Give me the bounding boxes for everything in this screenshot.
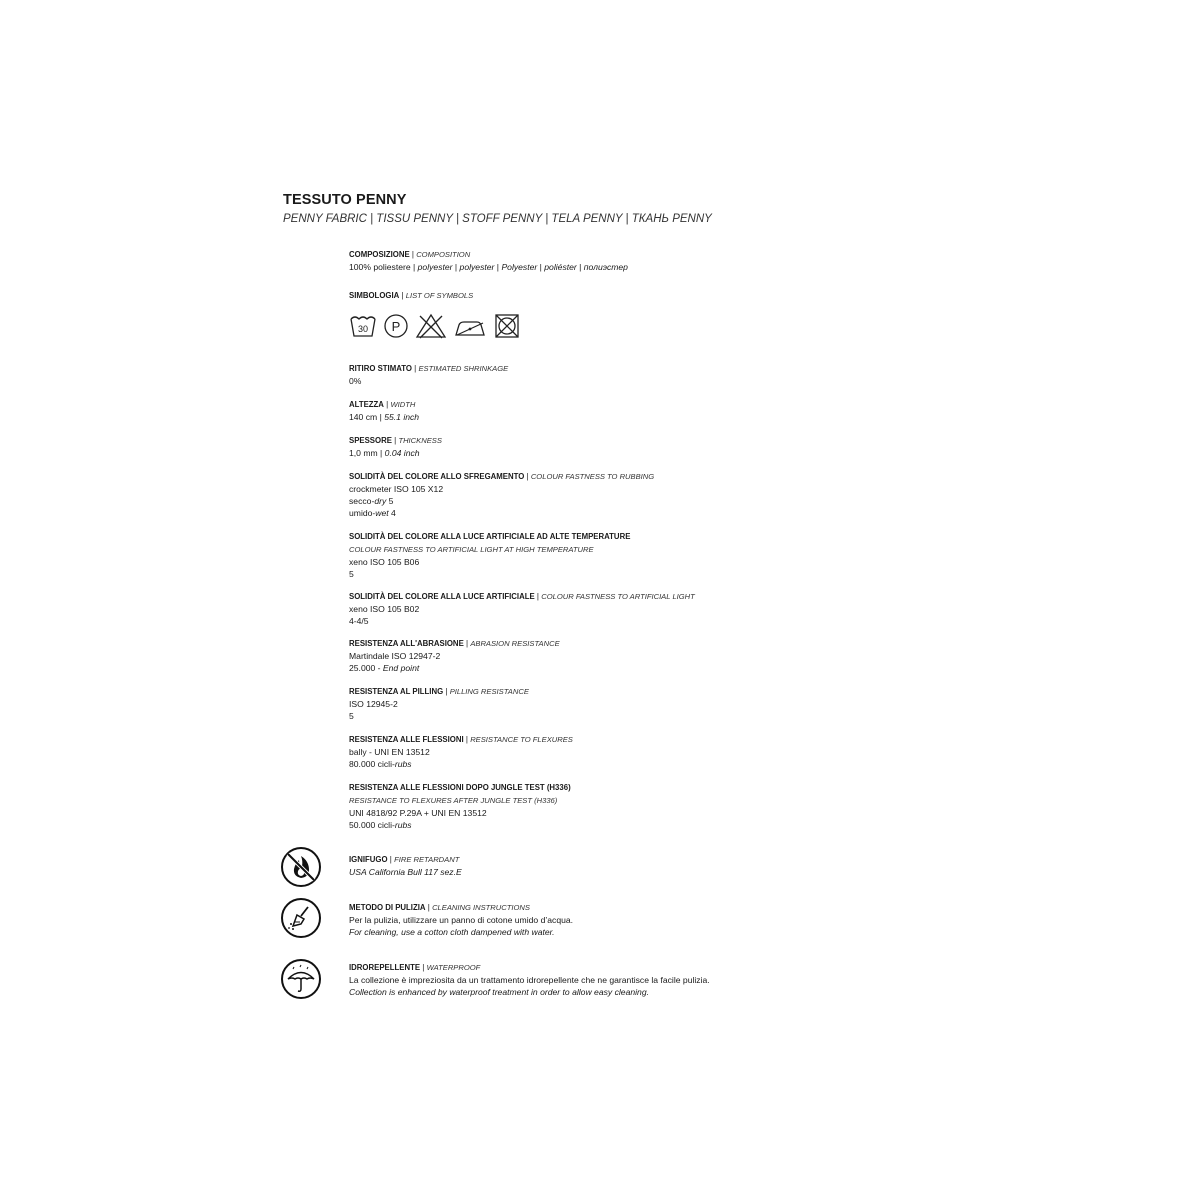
waterproof-text-en: Collection is enhanced by waterproof treatment in order to allow easy cleaning.: [349, 987, 649, 997]
abrasion-value: 25.000 -: [349, 663, 383, 673]
rubbing-method: crockmeter ISO 105 X12: [349, 484, 444, 494]
rubbing-heading-en: COLOUR FASTNESS TO RUBBING: [530, 472, 655, 481]
jungle-heading: RESISTENZA ALLE FLESSIONI DOPO JUNGLE TEST (H336): [349, 783, 571, 792]
composition-value-tr: полиэстер: [583, 262, 628, 272]
composition-heading-en: COMPOSITION: [416, 250, 471, 259]
jungle-method: UNI 4818/92 P.29A + UNI EN 13512: [349, 808, 487, 818]
thickness-section: SPESSORE | THICKNESS 1,0 mm | 0.04 inch: [349, 436, 442, 458]
rubbing-dry-label-en: dry: [374, 496, 387, 506]
flexures-section: RESISTENZA ALLE FLESSIONI | RESISTANCE TO FLEXURES bally - UNI EN 13512 80.000 cicli-rubs: [349, 735, 573, 769]
cleaning-text-en: For cleaning, use a cotton cloth dampened with water.: [349, 927, 555, 937]
symbols-heading-en: LIST OF SYMBOLS: [405, 291, 474, 300]
wash-temperature: 30: [357, 324, 369, 334]
rubbing-wet-value: 4: [388, 508, 396, 518]
symbols-heading: SIMBOLOGIA: [349, 291, 400, 300]
composition-heading: COMPOSIZIONE: [349, 250, 410, 259]
rubbing-dry-label: secco-: [349, 496, 375, 506]
no-tumble-dry-icon: [493, 313, 521, 339]
light-high-heading-en: COLOUR FASTNESS TO ARTIFICIAL LIGHT AT HIGH TEMPERATURE: [349, 545, 594, 554]
abrasion-heading-en: ABRASION RESISTANCE: [470, 639, 560, 648]
flexures-value: 80.000 cicli-: [349, 759, 395, 769]
abrasion-section: RESISTENZA ALL'ABRASIONE | ABRASION RESISTANCE Martindale ISO 12947-2 25.000 - End point: [349, 639, 560, 673]
composition-value: 100% poliestere: [349, 262, 411, 272]
symbols-section: SIMBOLOGIA | LIST OF SYMBOLS: [349, 291, 474, 300]
flexures-value-en: rubs: [394, 759, 412, 769]
waterproof-heading: IDROREPELLENTE: [349, 963, 421, 972]
dry-clean-letter: P: [391, 319, 401, 334]
jungle-heading-en: RESISTANCE TO FLEXURES AFTER JUNGLE TEST (H336): [349, 796, 558, 805]
composition-section: COMPOSIZIONE | COMPOSITION 100% poliestere | polyester | polyester | Polyester | poliéster | полиэстер: [349, 250, 628, 272]
fire-section: IGNIFUGO | FIRE RETARDANT USA California Bull 117 sez.E: [349, 855, 462, 877]
waterproof-text: La collezione è impreziosita da un trattamento idrorepellente che ne garantisce la facile pulizia.: [349, 975, 710, 985]
umbrella-icon: [280, 958, 322, 1000]
cleaning-section: METODO DI PULIZIA | CLEANING INSTRUCTIONS Per la pulizia, utilizzare un panno di cotone umido d’acqua. For cleaning, use a cotton cloth dampened with water.: [349, 903, 574, 937]
page-subtitle: PENNY FABRIC | TISSU PENNY | STOFF PENNY | TELA PENNY | ТКАНЬ PENNY: [283, 213, 712, 225]
fire-heading: IGNIFUGO: [349, 855, 388, 864]
rubbing-dry-value: 5: [386, 496, 394, 506]
shrinkage-heading-en: ESTIMATED SHRINKAGE: [418, 364, 509, 373]
light-method: xeno ISO 105 B02: [349, 604, 420, 614]
cleaning-text: Per la pulizia, utilizzare un panno di cotone umido d’acqua.: [349, 915, 574, 925]
width-heading: ALTEZZA: [349, 400, 384, 409]
shrinkage-heading: RITIRO STIMATO: [349, 364, 412, 373]
width-heading-en: WIDTH: [390, 400, 416, 409]
cleaning-brush-icon: [280, 897, 322, 939]
thickness-value-en: 0.04 inch: [384, 448, 420, 458]
no-bleach-icon: [415, 313, 447, 339]
thickness-heading-en: THICKNESS: [398, 436, 442, 445]
flexures-heading-en: RESISTANCE TO FLEXURES: [470, 735, 573, 744]
light-high-section: [349, 530, 630, 580]
iron-low-icon: [453, 313, 487, 339]
rubbing-heading: SOLIDITÀ DEL COLORE ALLO SFREGAMENTO: [349, 472, 525, 481]
pilling-section: RESISTENZA AL PILLING | PILLING RESISTANCE ISO 12945-2 5: [349, 687, 529, 721]
light-high-value: 5: [349, 569, 354, 579]
pilling-value: 5: [349, 711, 354, 721]
pilling-method: ISO 12945-2: [349, 699, 398, 709]
rubbing-wet-label: umido-: [349, 508, 376, 518]
light-heading: SOLIDITÀ DEL COLORE ALLA LUCE ARTIFICIALE: [349, 592, 535, 601]
abrasion-method: Martindale ISO 12947-2: [349, 651, 441, 661]
rubbing-wet-label-en: wet: [375, 508, 389, 518]
light-high-method: xeno ISO 105 B06: [349, 557, 420, 567]
jungle-section: [349, 781, 571, 831]
width-section: ALTEZZA | WIDTH 140 cm | 55.1 inch: [349, 400, 420, 422]
composition-value-tr: Polyester: [501, 262, 538, 272]
pilling-heading: RESISTENZA AL PILLING: [349, 687, 444, 696]
pilling-heading-en: PILLING RESISTANCE: [449, 687, 529, 696]
abrasion-heading: RESISTENZA ALL'ABRASIONE: [349, 639, 464, 648]
thickness-value: 1,0 mm: [349, 448, 378, 458]
fire-standard: USA California Bull 117 sez.E: [349, 867, 462, 877]
width-value-en: 55.1 inch: [384, 412, 420, 422]
rubbing-section: SOLIDITÀ DEL COLORE ALLO SFREGAMENTO | COLOUR FASTNESS TO RUBBING crockmeter ISO 105 X12 secco-dry 5 umido-wet 4: [349, 472, 655, 518]
light-high-heading: SOLIDITÀ DEL COLORE ALLA LUCE ARTIFICIALE AD ALTE TEMPERATURE: [349, 532, 631, 541]
width-value: 140 cm: [349, 412, 378, 422]
dry-clean-p-icon: [383, 313, 409, 339]
shrinkage-value: 0%: [349, 376, 362, 386]
light-section: SOLIDITÀ DEL COLORE ALLA LUCE ARTIFICIALE | COLOUR FASTNESS TO ARTIFICIAL LIGHT xeno ISO 105 B02 4-4/5: [349, 592, 695, 626]
waterproof-section: IDROREPELLENTE | WATERPROOF La collezione è impreziosita da un trattamento idrorepellente che ne garantisce la facile pulizia. Collection is enhanced by waterproof treatment in order to allow easy cleaning.: [349, 963, 710, 997]
flexures-method: bally - UNI EN 13512: [349, 747, 430, 757]
jungle-value: 50.000 cicli-: [349, 820, 395, 830]
composition-value-tr: polyester: [417, 262, 453, 272]
thickness-heading: SPESSORE: [349, 436, 392, 445]
fire-retardant-icon: [280, 846, 322, 888]
composition-value-tr: polyester: [459, 262, 495, 272]
jungle-value-en: rubs: [394, 820, 412, 830]
shrinkage-section: RITIRO STIMATO | ESTIMATED SHRINKAGE 0%: [349, 364, 509, 386]
fire-heading-en: FIRE RETARDANT: [394, 855, 460, 864]
waterproof-heading-en: WATERPROOF: [426, 963, 481, 972]
light-heading-en: COLOUR FASTNESS TO ARTIFICIAL LIGHT: [541, 592, 695, 601]
page-title: TESSUTO PENNY: [283, 192, 407, 208]
composition-value-tr: poliéster: [544, 262, 577, 272]
light-value: 4-4/5: [349, 616, 369, 626]
cleaning-heading: METODO DI PULIZIA: [349, 903, 426, 912]
flexures-heading: RESISTENZA ALLE FLESSIONI: [349, 735, 464, 744]
cleaning-heading-en: CLEANING INSTRUCTIONS: [432, 903, 530, 912]
wash-30-icon: [349, 313, 377, 339]
abrasion-value-en: End point: [382, 663, 420, 673]
care-symbols: [349, 313, 521, 339]
